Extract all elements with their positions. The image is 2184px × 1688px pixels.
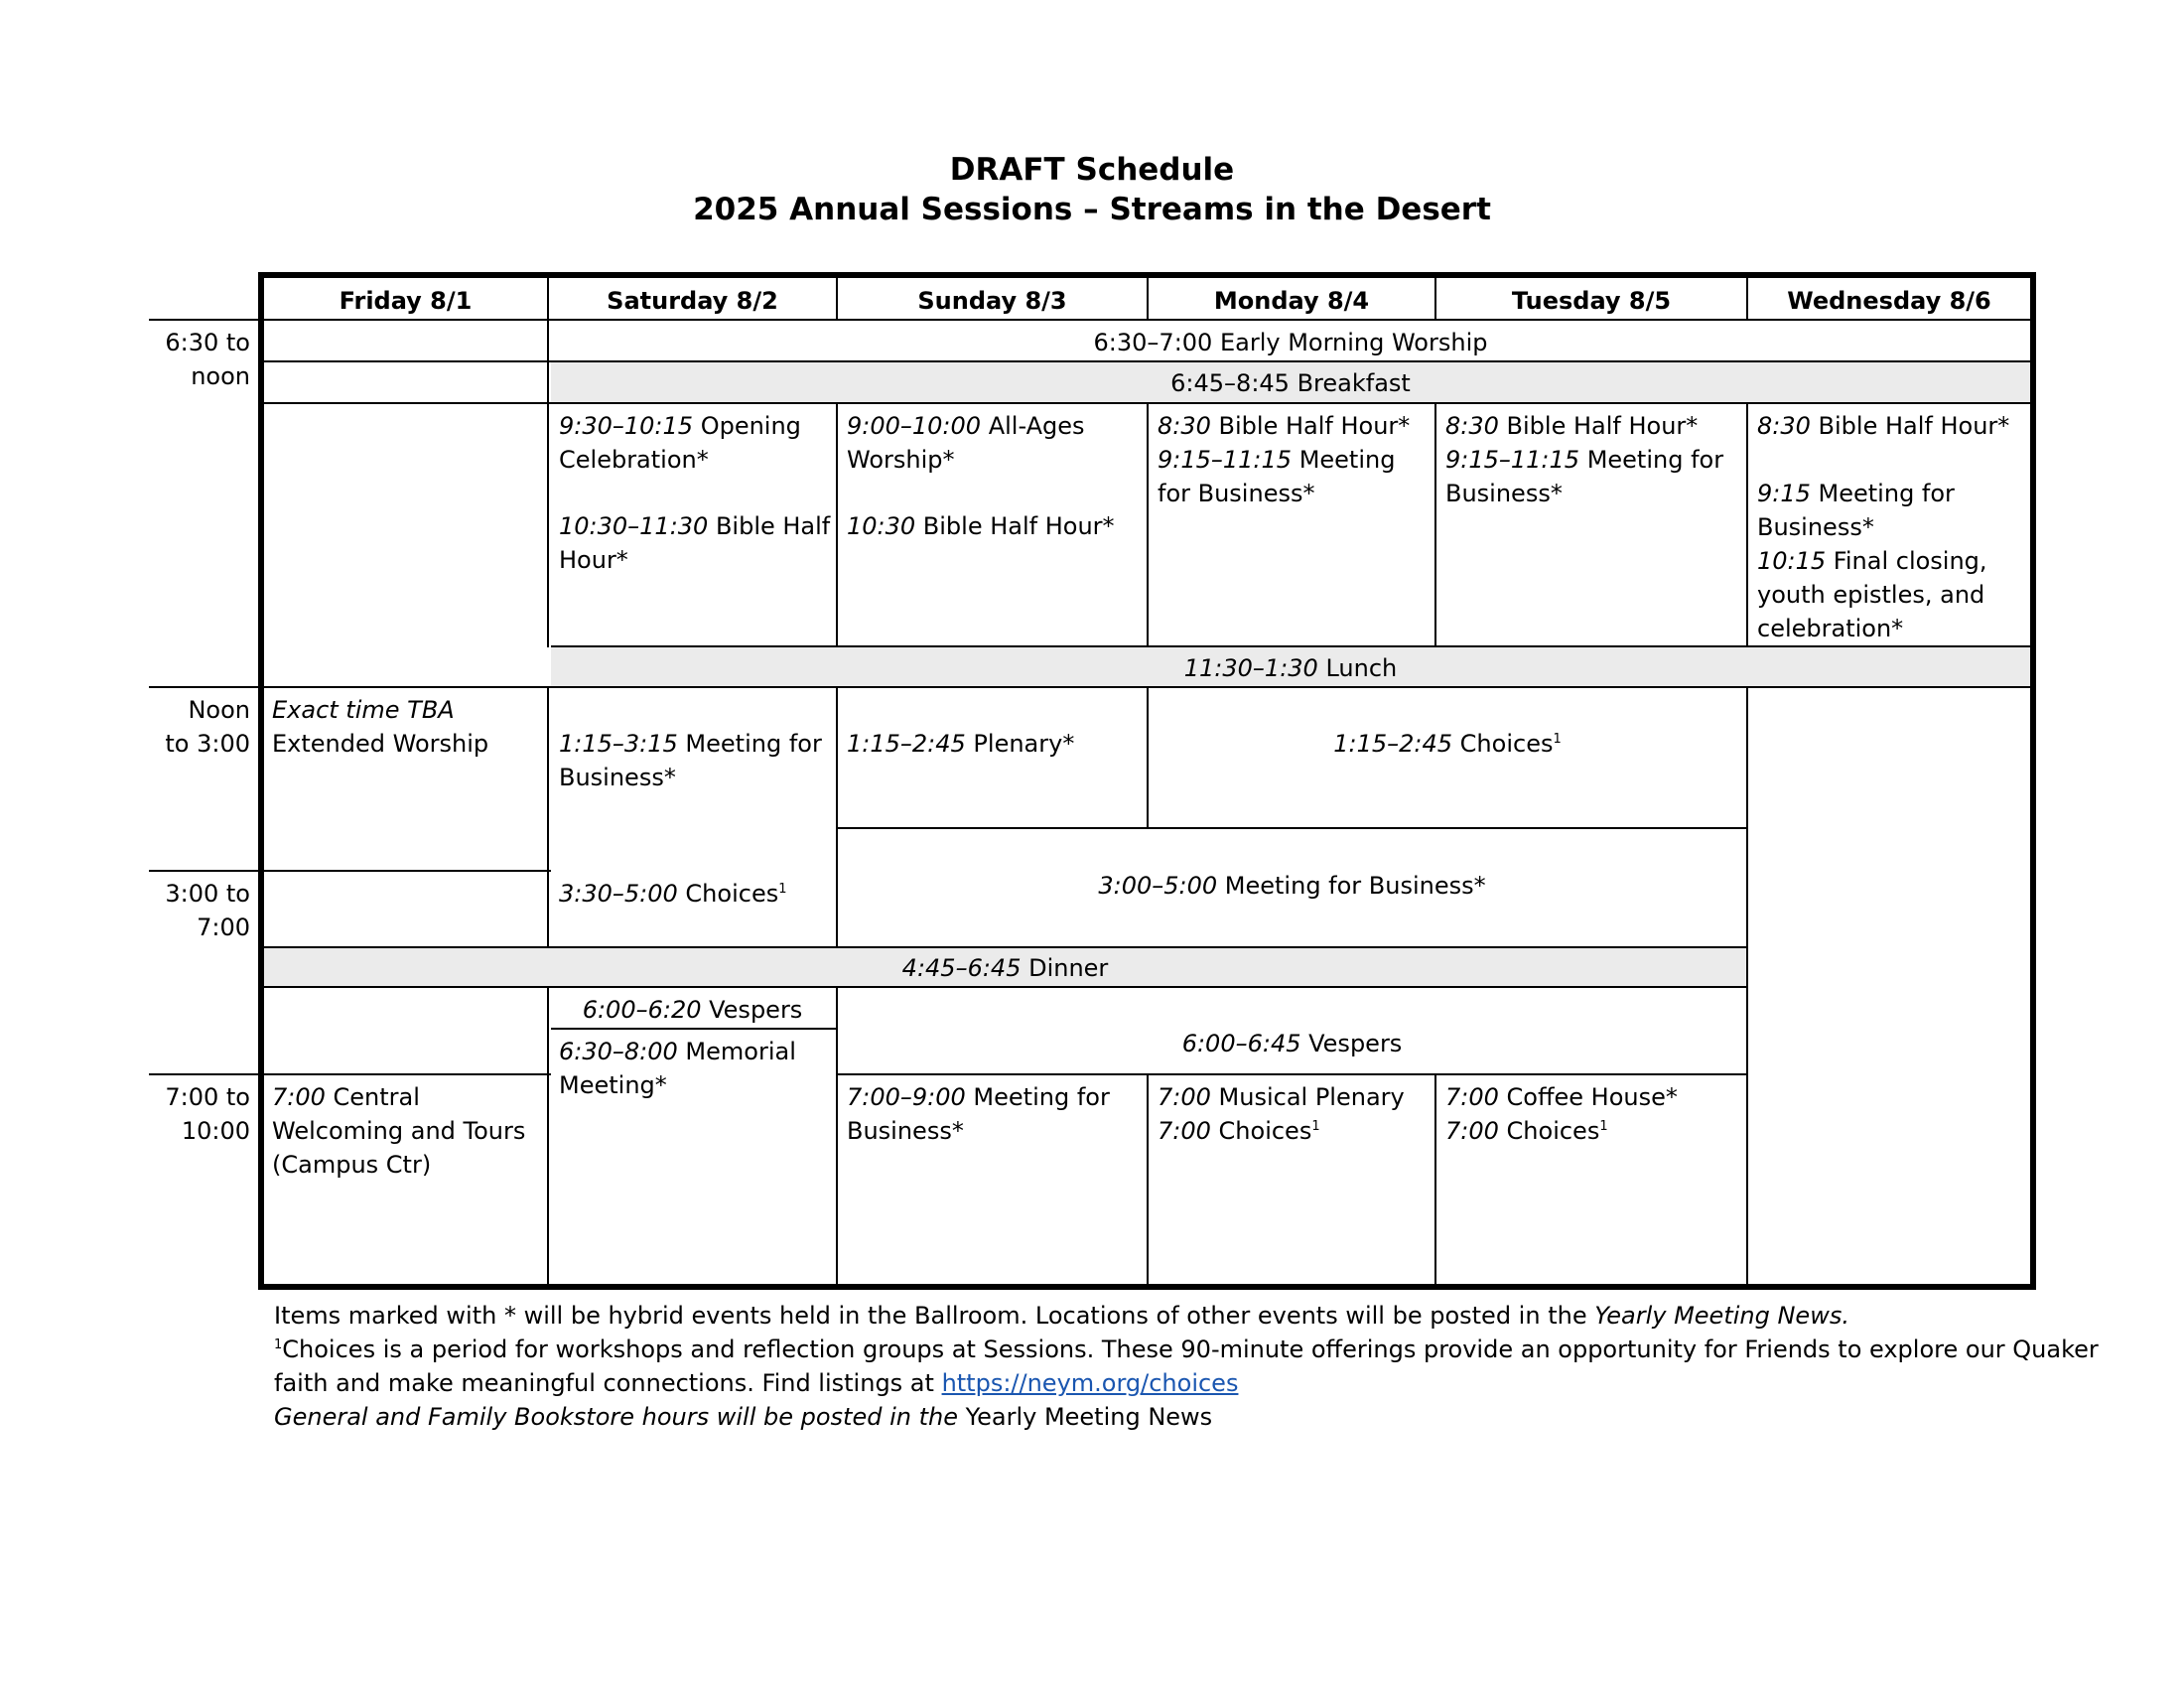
footnote-text: Items marked with * will be hybrid events held in the Ballroom. Locations of other events will be posted in the <box>274 1302 1595 1330</box>
footnote-mark: 1 <box>778 882 787 897</box>
sun-morning-event <box>847 409 1085 443</box>
event-text: Vespers <box>1300 1030 1403 1057</box>
grid-line <box>264 1073 551 1075</box>
grid-line <box>547 987 549 1284</box>
footnote-mark: 1 <box>274 1337 283 1352</box>
grid-line <box>1746 403 1748 647</box>
grid-line <box>264 870 551 872</box>
dinner-label: Dinner <box>1021 954 1109 982</box>
event-text: Meeting for <box>965 1083 1110 1111</box>
grid-line <box>149 319 2030 321</box>
event-time: 9:15–11:15 <box>1158 446 1293 474</box>
event-time: 10:30 <box>847 512 916 540</box>
event-text: Final closing, <box>1826 547 1987 575</box>
event-text: Bible Half Hour* <box>1810 412 2010 440</box>
event-time: 10:30–11:30 <box>559 512 709 540</box>
event-text: Choices <box>1498 1117 1600 1145</box>
event-time: 9:30–10:15 <box>559 412 694 440</box>
event-time: 6:00–6:45 <box>1181 1030 1301 1057</box>
column-header-monday: Monday 8/4 <box>1213 287 1370 315</box>
grid-line <box>1434 403 1436 647</box>
sat-memorial-event: Meeting* <box>559 1071 667 1099</box>
lunch-label: Lunch <box>1317 654 1398 682</box>
event-time: 6:30–8:00 <box>559 1038 678 1065</box>
grid-line <box>836 827 840 829</box>
grid-line <box>836 827 1147 829</box>
footnote-mark: 1 <box>1311 1119 1320 1134</box>
grid-line <box>551 645 2030 647</box>
mon-tue-afternoon-choices <box>1149 727 1746 761</box>
footnote-mark: 1 <box>1599 1119 1608 1134</box>
time-label-morning-2: noon <box>191 362 250 390</box>
event-time: 8:30 <box>1158 412 1211 440</box>
grid-line <box>149 686 2030 688</box>
event-text: Vespers <box>701 996 803 1024</box>
page-title: DRAFT Schedule <box>949 152 1235 188</box>
time-label-late-afternoon-1: 3:00 to <box>165 880 250 908</box>
event-time: 9:15 <box>1757 480 1811 507</box>
sat-morning-event <box>559 509 830 543</box>
page-subtitle: 2025 Annual Sessions – Streams in the Desert <box>693 192 1491 227</box>
fri-afternoon-event: Exact time TBA <box>272 696 455 724</box>
event-time: 1:15–2:45 <box>847 730 966 758</box>
tue-evening-event <box>1445 1080 1678 1114</box>
footnote-choices <box>274 1333 2099 1366</box>
mon-evening-event <box>1158 1114 1320 1148</box>
wed-morning-event: Business* <box>1757 513 1874 541</box>
event-time: 7:00–9:00 <box>847 1083 966 1111</box>
grid-line <box>547 687 549 948</box>
sat-morning-event: Celebration* <box>559 446 709 474</box>
grid-line <box>149 870 264 872</box>
event-text: Choices <box>1452 730 1554 758</box>
event-time: 7:00 <box>1445 1117 1499 1145</box>
breakfast: 6:45–8:45 Breakfast <box>1170 369 1411 397</box>
time-label-evening-2: 10:00 <box>181 1117 250 1145</box>
event-text: Choices <box>677 880 779 908</box>
sun-evening-event: Business* <box>847 1117 964 1145</box>
event-time: 6:00–6:20 <box>582 996 702 1024</box>
event-time: 7:00 <box>1445 1083 1499 1111</box>
footnote-mark: 1 <box>1553 732 1562 747</box>
mon-evening-event <box>1158 1080 1405 1114</box>
table-border-left <box>258 272 264 1290</box>
wed-morning-event <box>1757 544 1987 578</box>
grid-line <box>838 1073 1746 1075</box>
event-time: 1:15–2:45 <box>1333 730 1453 758</box>
fri-evening-event <box>272 1080 420 1114</box>
grid-line <box>836 403 838 647</box>
lunch-time: 11:30–1:30 <box>1183 654 1318 682</box>
column-header-saturday: Saturday 8/2 <box>607 287 778 315</box>
footnote-text: Yearly Meeting News <box>965 1403 1213 1431</box>
tue-morning-event: Business* <box>1445 480 1563 507</box>
event-text: Plenary* <box>965 730 1075 758</box>
event-time: 7:00 <box>272 1083 326 1111</box>
event-text: Choices <box>1210 1117 1312 1145</box>
sun-tue-vespers-event <box>838 1027 1746 1060</box>
event-text: All-Ages <box>981 412 1085 440</box>
event-time: 7:00 <box>1158 1117 1211 1145</box>
grid-line <box>1147 1073 1149 1284</box>
event-text: Meeting for Business* <box>1217 872 1486 900</box>
time-label-afternoon-2: to 3:00 <box>165 730 250 758</box>
table-border-bottom <box>258 1284 2036 1290</box>
wed-morning-event <box>1757 477 1955 510</box>
footnote-italic: General and Family Bookstore hours will be posted in the <box>274 1403 966 1431</box>
grid-line <box>149 1073 264 1075</box>
grid-line <box>264 946 1746 948</box>
event-time: 1:15–3:15 <box>559 730 678 758</box>
grid-line <box>264 402 2030 404</box>
tue-morning-event <box>1445 409 1698 443</box>
wed-morning-event: celebration* <box>1757 615 1904 642</box>
column-header-friday: Friday 8/1 <box>339 287 473 315</box>
event-text: Bible Half Hour* <box>1498 412 1699 440</box>
footnote-choices-cont <box>274 1366 1238 1400</box>
time-label-evening-1: 7:00 to <box>165 1083 250 1111</box>
sat-vespers-event <box>549 993 836 1027</box>
grid-line <box>264 986 1746 988</box>
sat-morning-event <box>559 409 801 443</box>
wed-morning-event: youth epistles, and <box>1757 581 1985 609</box>
footnote-bookstore <box>274 1400 1212 1434</box>
grid-line <box>1434 1073 1436 1284</box>
tue-evening-event <box>1445 1114 1608 1148</box>
fri-afternoon-event: Extended Worship <box>272 730 489 758</box>
dinner-time: 4:45–6:45 <box>901 954 1022 982</box>
fri-evening-event: (Campus Ctr) <box>272 1151 432 1179</box>
event-time: 3:30–5:00 <box>559 880 678 908</box>
time-label-afternoon-1: Noon <box>188 696 250 724</box>
column-header-sunday: Sunday 8/3 <box>917 287 1067 315</box>
table-border-right <box>2030 272 2036 1290</box>
grid-line <box>264 360 2030 362</box>
event-time: 9:15–11:15 <box>1445 446 1580 474</box>
event-time: 8:30 <box>1757 412 1811 440</box>
column-header-tuesday: Tuesday 8/5 <box>1511 287 1672 315</box>
lunch <box>551 651 2030 685</box>
event-text: Coffee House* <box>1498 1083 1678 1111</box>
event-text: Meeting for <box>1579 446 1724 474</box>
grid-line <box>1147 403 1149 647</box>
fri-evening-event: Welcoming and Tours <box>272 1117 526 1145</box>
event-text: Meeting <box>1292 446 1396 474</box>
grid-line <box>551 1028 838 1030</box>
event-text: Memorial <box>677 1038 796 1065</box>
sat-afternoon-event: Business* <box>559 764 676 791</box>
footnote-italic: Yearly Meeting News. <box>1594 1302 1849 1330</box>
sun-afternoon-event <box>847 727 1074 761</box>
sat-memorial-event <box>559 1035 796 1068</box>
footnote-text: faith and make meaningful connections. Find listings at <box>274 1369 942 1397</box>
event-text: Meeting for <box>677 730 822 758</box>
footnote-text: Choices is a period for workshops and reflection groups at Sessions. These 90-minute offerings provide an opportunity for Friends to explore our Quaker <box>282 1336 2099 1363</box>
event-text: Bible Half Hour* <box>1210 412 1411 440</box>
tue-morning-event <box>1445 443 1723 477</box>
grid-line <box>1746 687 1748 1284</box>
footnote-hybrid <box>274 1299 1849 1333</box>
event-text: Musical Plenary <box>1210 1083 1405 1111</box>
event-time: 7:00 <box>1158 1083 1211 1111</box>
choices-link[interactable]: https://neym.org/choices <box>941 1369 1239 1397</box>
mon-morning-event <box>1158 443 1395 477</box>
event-text: Bible Half <box>708 512 831 540</box>
event-text: Meeting for <box>1810 480 1955 507</box>
sat-morning-event: Hour* <box>559 546 628 574</box>
event-time: 8:30 <box>1445 412 1499 440</box>
event-time: 3:00–5:00 <box>1098 872 1218 900</box>
mon-morning-event: for Business* <box>1158 480 1315 507</box>
event-text: Central <box>325 1083 420 1111</box>
sun-morning-event: Worship* <box>847 446 955 474</box>
sun-evening-event <box>847 1080 1110 1114</box>
mon-morning-event <box>1158 409 1410 443</box>
sun-tue-meeting-for-business <box>838 869 1746 903</box>
event-text: Bible Half Hour* <box>915 512 1115 540</box>
sun-morning-event <box>847 509 1115 543</box>
time-label-late-afternoon-2: 7:00 <box>197 914 250 941</box>
grid-line <box>547 320 549 647</box>
early-morning-worship: 6:30–7:00 Early Morning Worship <box>1093 329 1488 356</box>
sat-choices-event <box>559 877 787 911</box>
event-text: Opening <box>693 412 801 440</box>
sat-afternoon-event <box>559 727 822 761</box>
dinner <box>264 951 1746 985</box>
grid-line <box>836 687 838 948</box>
wed-morning-event <box>1757 409 2009 443</box>
grid-line <box>1147 827 1746 829</box>
event-time: 10:15 <box>1757 547 1827 575</box>
time-label-morning-1: 6:30 to <box>165 329 250 356</box>
event-time: 9:00–10:00 <box>847 412 982 440</box>
column-header-wednesday: Wednesday 8/6 <box>1787 287 1991 315</box>
